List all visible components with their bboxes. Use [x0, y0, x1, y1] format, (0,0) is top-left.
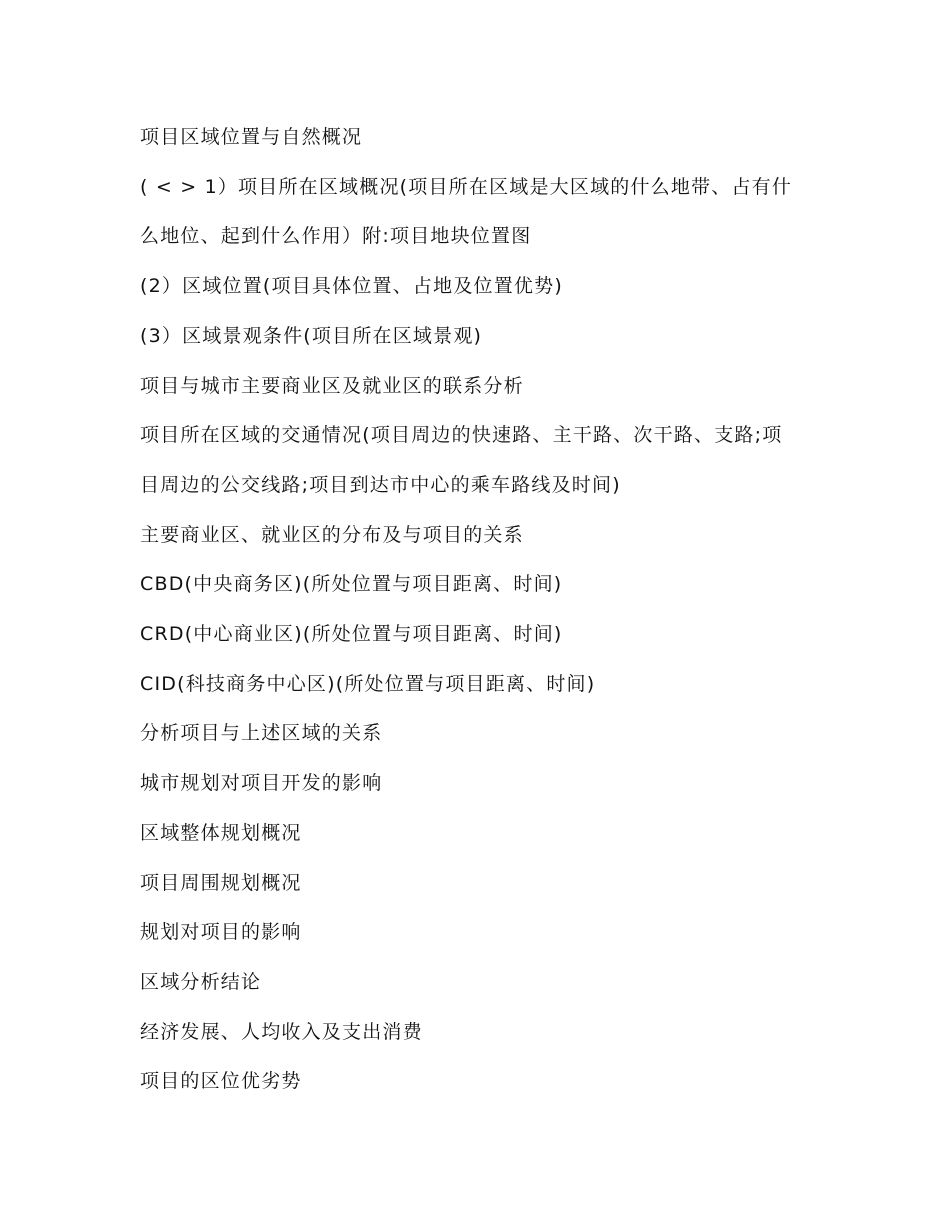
- text-line: 分析项目与上述区域的关系: [140, 722, 383, 745]
- text-line: 项目所在区域的交通情况(项目周边的快速路、主干路、次干路、支路;项: [140, 424, 783, 447]
- text-line: (3）区域景观条件(项目所在区域景观): [140, 324, 483, 347]
- text-line: CRD(中心商业区)(所处位置与项目距离、时间): [140, 623, 563, 646]
- heading-business-district-analysis: 项目与城市主要商业区及就业区的联系分析: [140, 374, 524, 397]
- text-line: 经济发展、人均收入及支出消费: [140, 1020, 423, 1043]
- text-line: 项目周围规划概况: [140, 871, 302, 894]
- text-line: 主要商业区、就业区的分布及与项目的关系: [140, 523, 524, 546]
- text-line: 规划对项目的影响: [140, 921, 302, 944]
- text-line: 目周边的公交线路;项目到达市中心的乘车路线及时间): [140, 473, 621, 496]
- text-line: CID(科技商务中心区)(所处位置与项目距离、时间): [140, 672, 596, 695]
- text-line: (2）区域位置(项目具体位置、占地及位置优势): [140, 275, 563, 298]
- text-line: CBD(中央商务区)(所处位置与项目距离、时间): [140, 573, 563, 596]
- text-line: 区域整体规划概况: [140, 821, 302, 844]
- heading-regional-conclusion: 区域分析结论: [140, 970, 262, 993]
- text-line: 么地位、起到什么作用）附:项目地块位置图: [140, 225, 532, 248]
- document-body: [140, 113, 820, 1107]
- heading-project-location: 项目区域位置与自然概况: [140, 126, 363, 148]
- heading-location-pros-cons: 项目的区位优劣势: [140, 1070, 302, 1093]
- text-line: ( < > 1）项目所在区域概况(项目所在区域是大区域的什么地带、占有什: [140, 175, 793, 198]
- heading-urban-planning: 城市规划对项目开发的影响: [140, 772, 383, 795]
